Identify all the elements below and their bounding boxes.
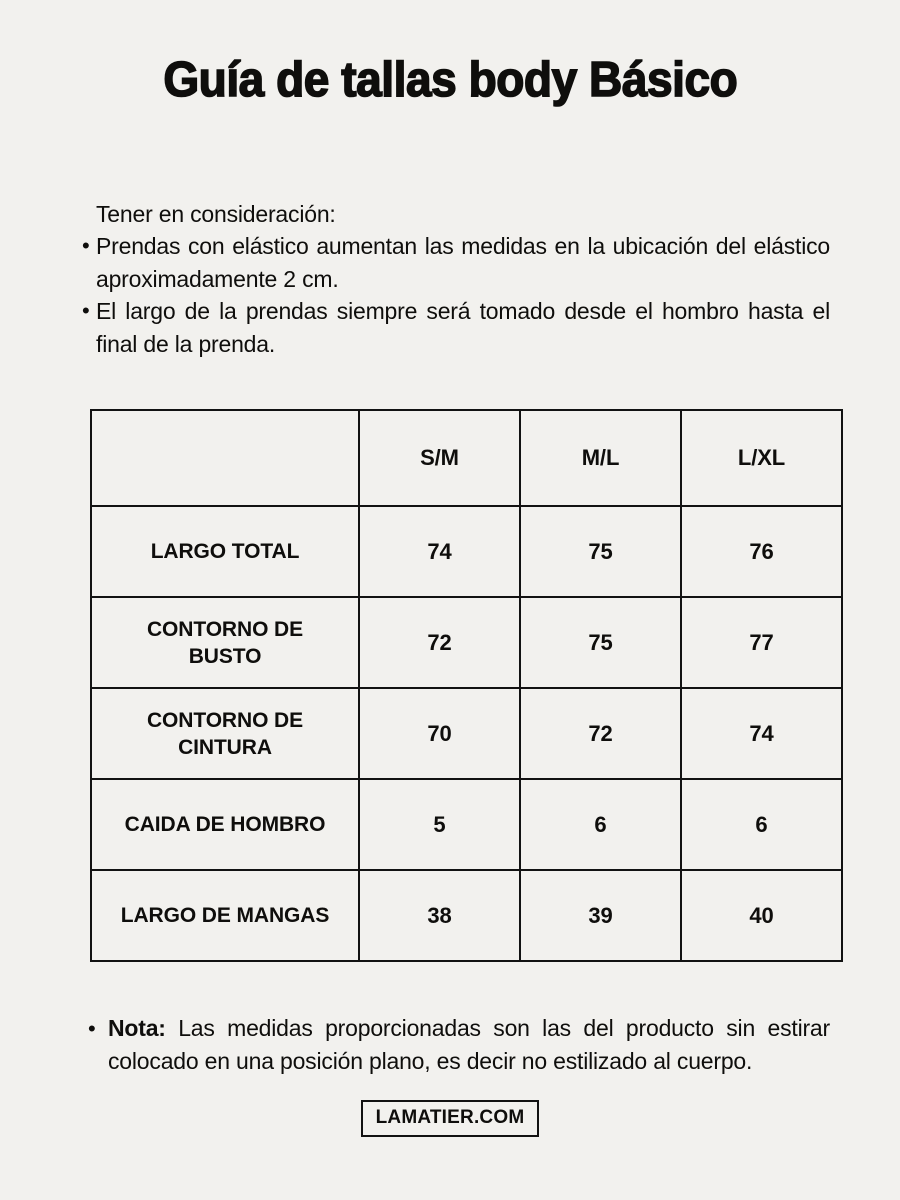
header-cell-lxl: L/XL	[681, 410, 842, 506]
brand-badge: LAMATIER.COM	[361, 1100, 540, 1137]
row-label-cell	[91, 688, 359, 779]
row-value-cell: 74	[681, 688, 842, 779]
size-table-body	[91, 506, 842, 961]
row-label-text: CONTORNO DE BUSTO	[146, 617, 304, 668]
row-value-cell: 5	[359, 779, 520, 870]
size-table	[90, 409, 843, 962]
bullet-dot-icon: •	[88, 1016, 96, 1042]
table-row	[91, 870, 842, 961]
bullet-dot-icon: •	[82, 233, 90, 259]
footer	[0, 1100, 900, 1137]
row-label-text: CAIDA DE HOMBRO	[124, 813, 326, 837]
table-header-row	[91, 410, 842, 506]
row-value-cell: 77	[681, 597, 842, 688]
table-row	[91, 779, 842, 870]
row-label-text: CONTORNO DE CINTURA	[146, 708, 304, 759]
row-value-cell: 72	[520, 688, 681, 779]
note-section	[88, 1012, 830, 1078]
row-label-text: LARGO DE MANGAS	[120, 904, 330, 928]
row-value-cell: 75	[520, 597, 681, 688]
consideration-item	[82, 230, 830, 295]
page-title	[0, 54, 900, 108]
bullet-dot-icon: •	[82, 298, 90, 324]
consideration-text: Prendas con elástico aumentan las medidas en la ubicación del elástico aproximadamente 2 cm.	[96, 233, 830, 292]
row-value-cell: 76	[681, 506, 842, 597]
page-title-text: Guía de tallas body Básico	[163, 53, 737, 107]
consideration-item	[82, 295, 830, 360]
header-cell-empty	[91, 410, 359, 506]
row-value-cell: 6	[520, 779, 681, 870]
considerations-section	[82, 198, 830, 361]
row-label-text: LARGO TOTAL	[150, 540, 300, 564]
table-row	[91, 597, 842, 688]
row-value-cell: 39	[520, 870, 681, 961]
row-label-cell	[91, 597, 359, 688]
considerations-heading: Tener en consideración:	[96, 200, 336, 227]
row-value-cell: 6	[681, 779, 842, 870]
header-cell-sm: S/M	[359, 410, 520, 506]
note-body: Las medidas proporcionadas son las del producto sin estirar colocado en una posición plano, es decir no estilizado al cuerpo.	[108, 1015, 830, 1075]
row-label-cell	[91, 779, 359, 870]
row-label-cell	[91, 506, 359, 597]
size-table-header	[91, 410, 842, 506]
note-label: Nota:	[108, 1015, 166, 1042]
table-row	[91, 506, 842, 597]
row-value-cell: 70	[359, 688, 520, 779]
row-value-cell: 74	[359, 506, 520, 597]
row-value-cell: 38	[359, 870, 520, 961]
row-value-cell: 40	[681, 870, 842, 961]
row-value-cell: 75	[520, 506, 681, 597]
note-item	[88, 1012, 830, 1078]
row-value-cell: 72	[359, 597, 520, 688]
note-text	[108, 1012, 830, 1078]
consideration-text: El largo de la prendas siempre será tomado desde el hombro hasta el final de la prenda.	[96, 298, 830, 357]
row-label-cell	[91, 870, 359, 961]
header-cell-ml: M/L	[520, 410, 681, 506]
table-row	[91, 688, 842, 779]
